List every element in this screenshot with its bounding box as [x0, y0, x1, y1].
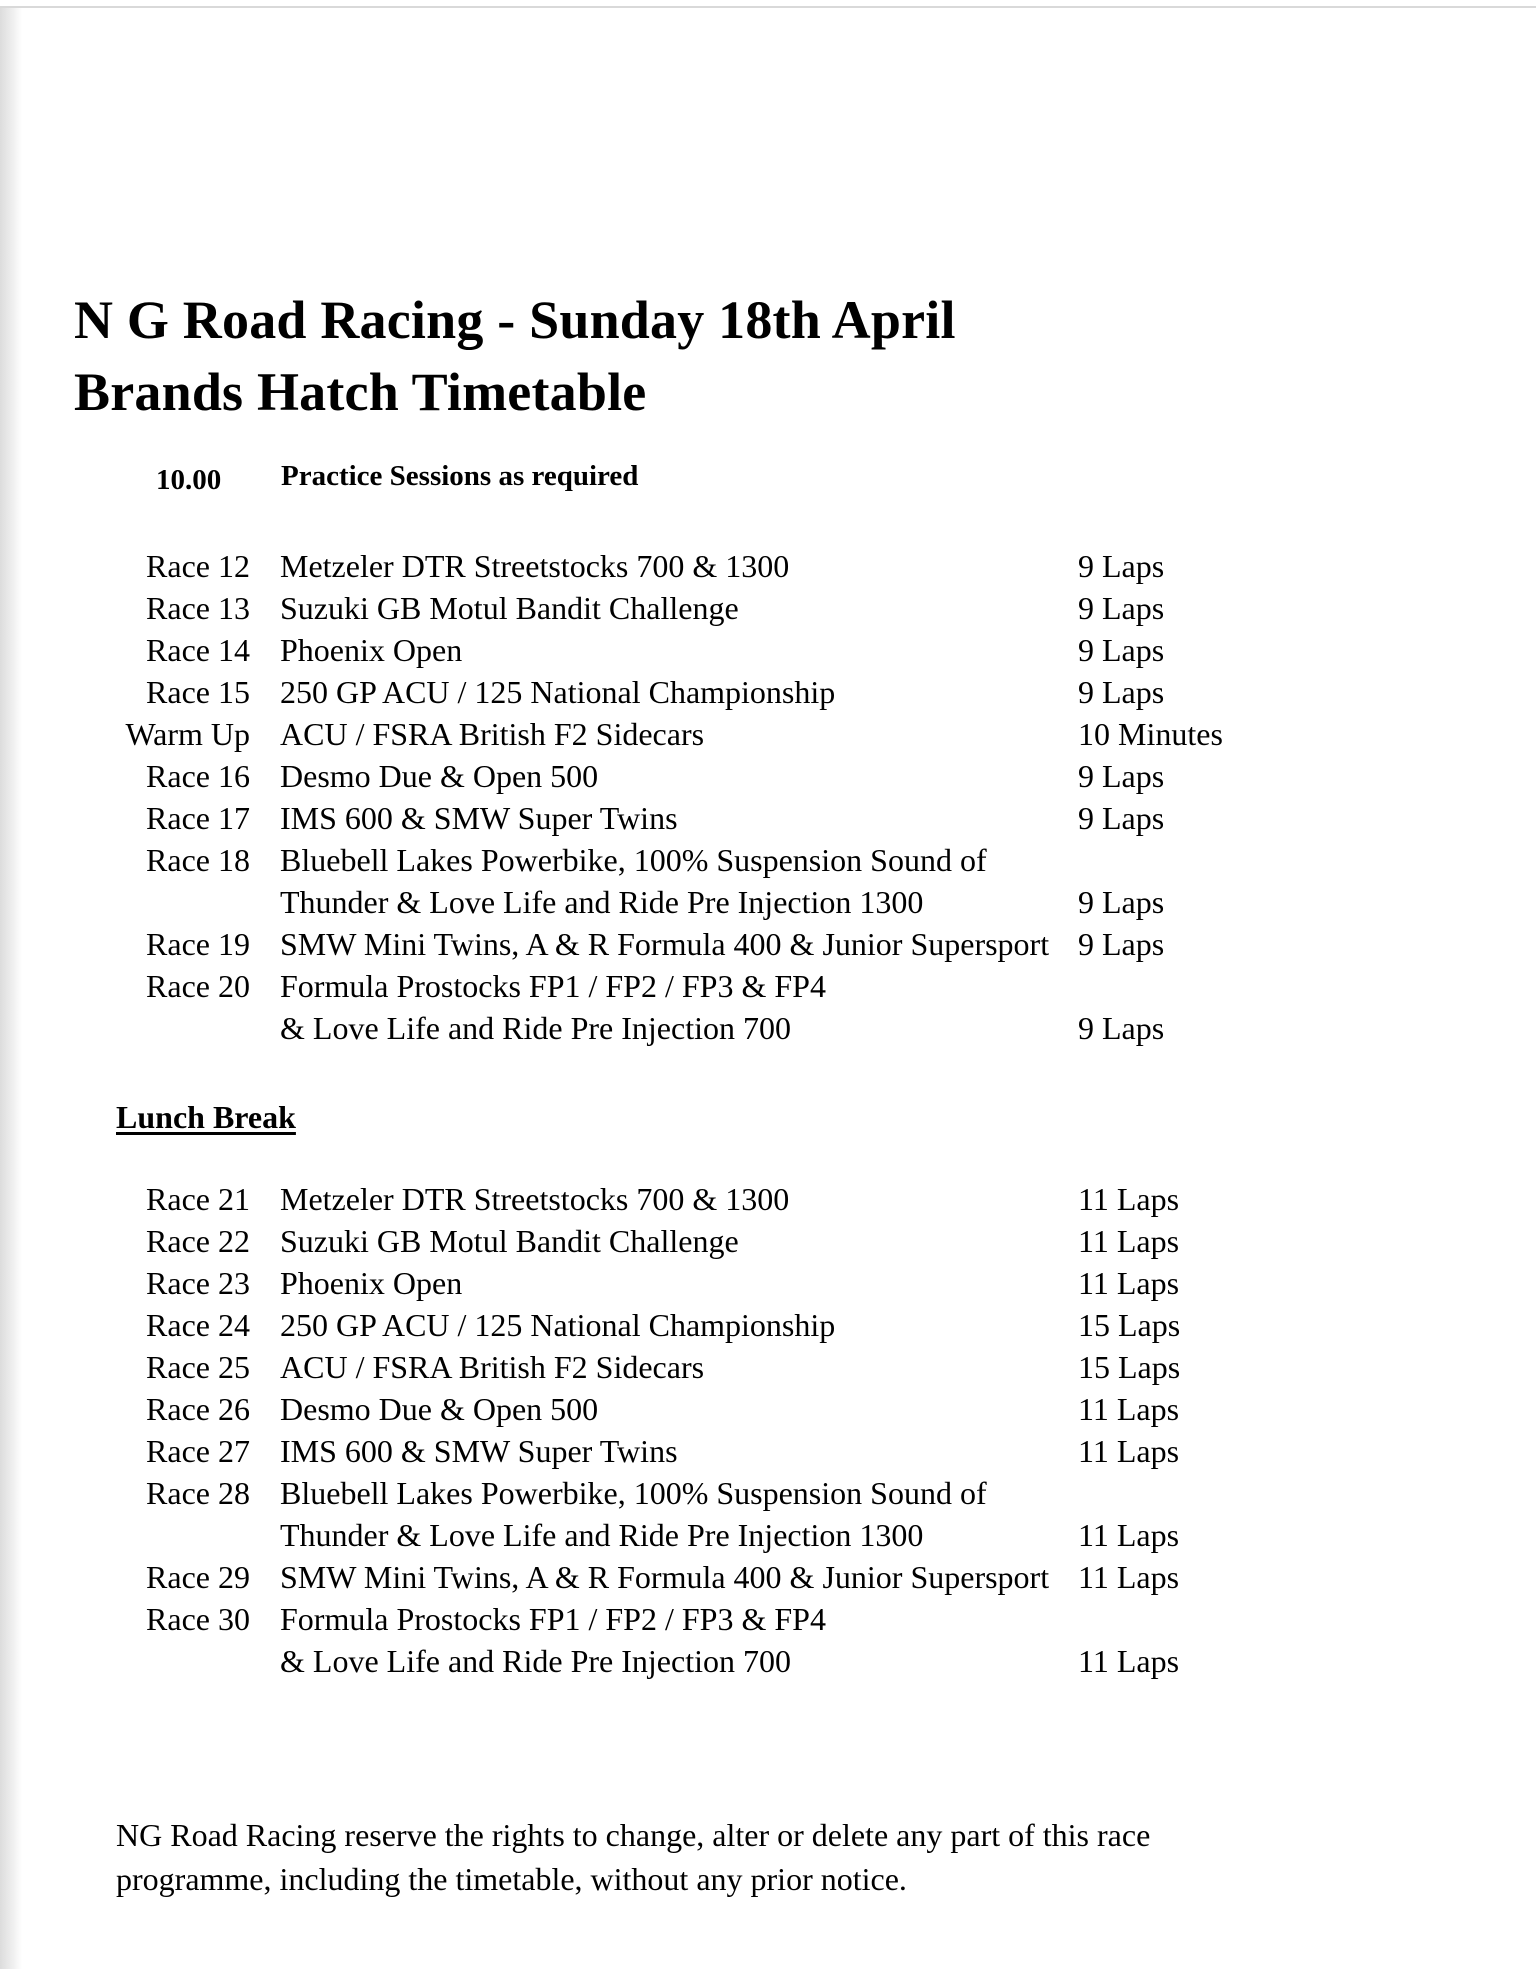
- race-description: ACU / FSRA British F2 Sidecars: [280, 716, 705, 752]
- lunch-break-heading: Lunch Break: [116, 1099, 296, 1135]
- race-laps: 9 Laps: [1078, 590, 1165, 626]
- race-row: [0, 1472, 1536, 1514]
- race-row: [0, 881, 1536, 923]
- race-description: Thunder & Love Life and Ride Pre Injection 1300: [280, 1517, 924, 1553]
- race-row: [0, 1262, 1536, 1304]
- race-laps: 11 Laps: [1078, 1643, 1180, 1679]
- race-description: 250 GP ACU / 125 National Championship: [280, 1307, 836, 1343]
- race-row: [0, 1598, 1536, 1640]
- race-label: Race 22: [146, 1223, 250, 1259]
- race-description: Phoenix Open: [280, 632, 463, 668]
- race-row: [0, 965, 1536, 1007]
- race-description: Bluebell Lakes Powerbike, 100% Suspension Sound of: [280, 1475, 987, 1511]
- race-label: Warm Up: [125, 716, 250, 752]
- race-label: Race 16: [146, 758, 250, 794]
- race-label: Race 25: [146, 1349, 250, 1385]
- race-description: Bluebell Lakes Powerbike, 100% Suspension Sound of: [280, 842, 987, 878]
- race-label: Race 29: [146, 1559, 250, 1595]
- disclaimer-line-1: NG Road Racing reserve the rights to change, alter or delete any part of this race: [116, 1817, 1151, 1853]
- race-row: [0, 839, 1536, 881]
- page-title: [74, 284, 956, 428]
- race-laps: 11 Laps: [1078, 1391, 1180, 1427]
- race-description: Metzeler DTR Streetstocks 700 & 1300: [280, 1181, 790, 1217]
- race-laps: 9 Laps: [1078, 1010, 1165, 1046]
- race-label: Race 14: [146, 632, 250, 668]
- race-row: [0, 755, 1536, 797]
- morning-race-list: [0, 545, 1536, 1049]
- race-row: [0, 1178, 1536, 1220]
- race-row: [0, 1007, 1536, 1049]
- race-laps: 11 Laps: [1078, 1517, 1180, 1553]
- afternoon-race-list: [0, 1178, 1536, 1682]
- race-row: [0, 587, 1536, 629]
- race-label: Race 27: [146, 1433, 250, 1469]
- race-label: Race 12: [146, 548, 250, 584]
- race-row: [0, 1556, 1536, 1598]
- race-laps: 15 Laps: [1078, 1349, 1181, 1385]
- race-description: SMW Mini Twins, A & R Formula 400 & Junior Supersport: [280, 926, 1050, 962]
- race-row: [0, 713, 1536, 755]
- race-laps: 9 Laps: [1078, 758, 1165, 794]
- race-row: [0, 629, 1536, 671]
- race-laps: 11 Laps: [1078, 1181, 1180, 1217]
- race-laps: 9 Laps: [1078, 884, 1165, 920]
- race-label: Race 18: [146, 842, 250, 878]
- race-laps: 9 Laps: [1078, 926, 1165, 962]
- title-line-2: Brands Hatch Timetable: [74, 362, 647, 422]
- race-label: Race 23: [146, 1265, 250, 1301]
- race-description: & Love Life and Ride Pre Injection 700: [280, 1010, 791, 1046]
- disclaimer: [116, 1813, 1276, 1901]
- race-description: Desmo Due & Open 500: [280, 1391, 599, 1427]
- race-laps: 11 Laps: [1078, 1265, 1180, 1301]
- race-row: [0, 923, 1536, 965]
- race-description: IMS 600 & SMW Super Twins: [280, 800, 678, 836]
- race-description: Formula Prostocks FP1 / FP2 / FP3 & FP4: [280, 968, 826, 1004]
- title-line-1: N G Road Racing - Sunday 18th April: [74, 290, 956, 350]
- race-laps: 9 Laps: [1078, 674, 1165, 710]
- disclaimer-line-2: programme, including the timetable, without any prior notice.: [116, 1861, 907, 1897]
- race-laps: 11 Laps: [1078, 1559, 1180, 1595]
- race-description: Metzeler DTR Streetstocks 700 & 1300: [280, 548, 790, 584]
- race-row: [0, 1640, 1536, 1682]
- race-label: Race 13: [146, 590, 250, 626]
- race-description: Desmo Due & Open 500: [280, 758, 599, 794]
- race-laps: 11 Laps: [1078, 1433, 1180, 1469]
- race-description: SMW Mini Twins, A & R Formula 400 & Junior Supersport: [280, 1559, 1050, 1595]
- race-description: & Love Life and Ride Pre Injection 700: [280, 1643, 791, 1679]
- race-description: Formula Prostocks FP1 / FP2 / FP3 & FP4: [280, 1601, 826, 1637]
- race-label: Race 15: [146, 674, 250, 710]
- race-label: Race 17: [146, 800, 250, 836]
- race-row: [0, 797, 1536, 839]
- race-label: Race 24: [146, 1307, 250, 1343]
- race-label: Race 21: [146, 1181, 250, 1217]
- race-laps: 9 Laps: [1078, 632, 1165, 668]
- practice-label: Practice Sessions as required: [281, 460, 639, 492]
- race-label: Race 28: [146, 1475, 250, 1511]
- race-laps: 9 Laps: [1078, 800, 1165, 836]
- race-label: Race 26: [146, 1391, 250, 1427]
- page-top-rule: [0, 6, 1536, 8]
- race-description: ACU / FSRA British F2 Sidecars: [280, 1349, 705, 1385]
- race-row: [0, 545, 1536, 587]
- race-laps: 9 Laps: [1078, 548, 1165, 584]
- race-description: Phoenix Open: [280, 1265, 463, 1301]
- race-row: [0, 1430, 1536, 1472]
- race-description: IMS 600 & SMW Super Twins: [280, 1433, 678, 1469]
- race-row: [0, 1346, 1536, 1388]
- race-description: Suzuki GB Motul Bandit Challenge: [280, 590, 739, 626]
- race-row: [0, 671, 1536, 713]
- race-row: [0, 1220, 1536, 1262]
- race-laps: 10 Minutes: [1078, 716, 1223, 752]
- race-label: Race 30: [146, 1601, 250, 1637]
- race-row: [0, 1514, 1536, 1556]
- race-label: Race 20: [146, 968, 250, 1004]
- race-row: [0, 1388, 1536, 1430]
- race-description: 250 GP ACU / 125 National Championship: [280, 674, 836, 710]
- race-laps: 11 Laps: [1078, 1223, 1180, 1259]
- race-laps: 15 Laps: [1078, 1307, 1181, 1343]
- race-description: Thunder & Love Life and Ride Pre Injection 1300: [280, 884, 924, 920]
- race-label: Race 19: [146, 926, 250, 962]
- race-row: [0, 1304, 1536, 1346]
- practice-time: 10.00: [156, 464, 222, 496]
- race-description: Suzuki GB Motul Bandit Challenge: [280, 1223, 739, 1259]
